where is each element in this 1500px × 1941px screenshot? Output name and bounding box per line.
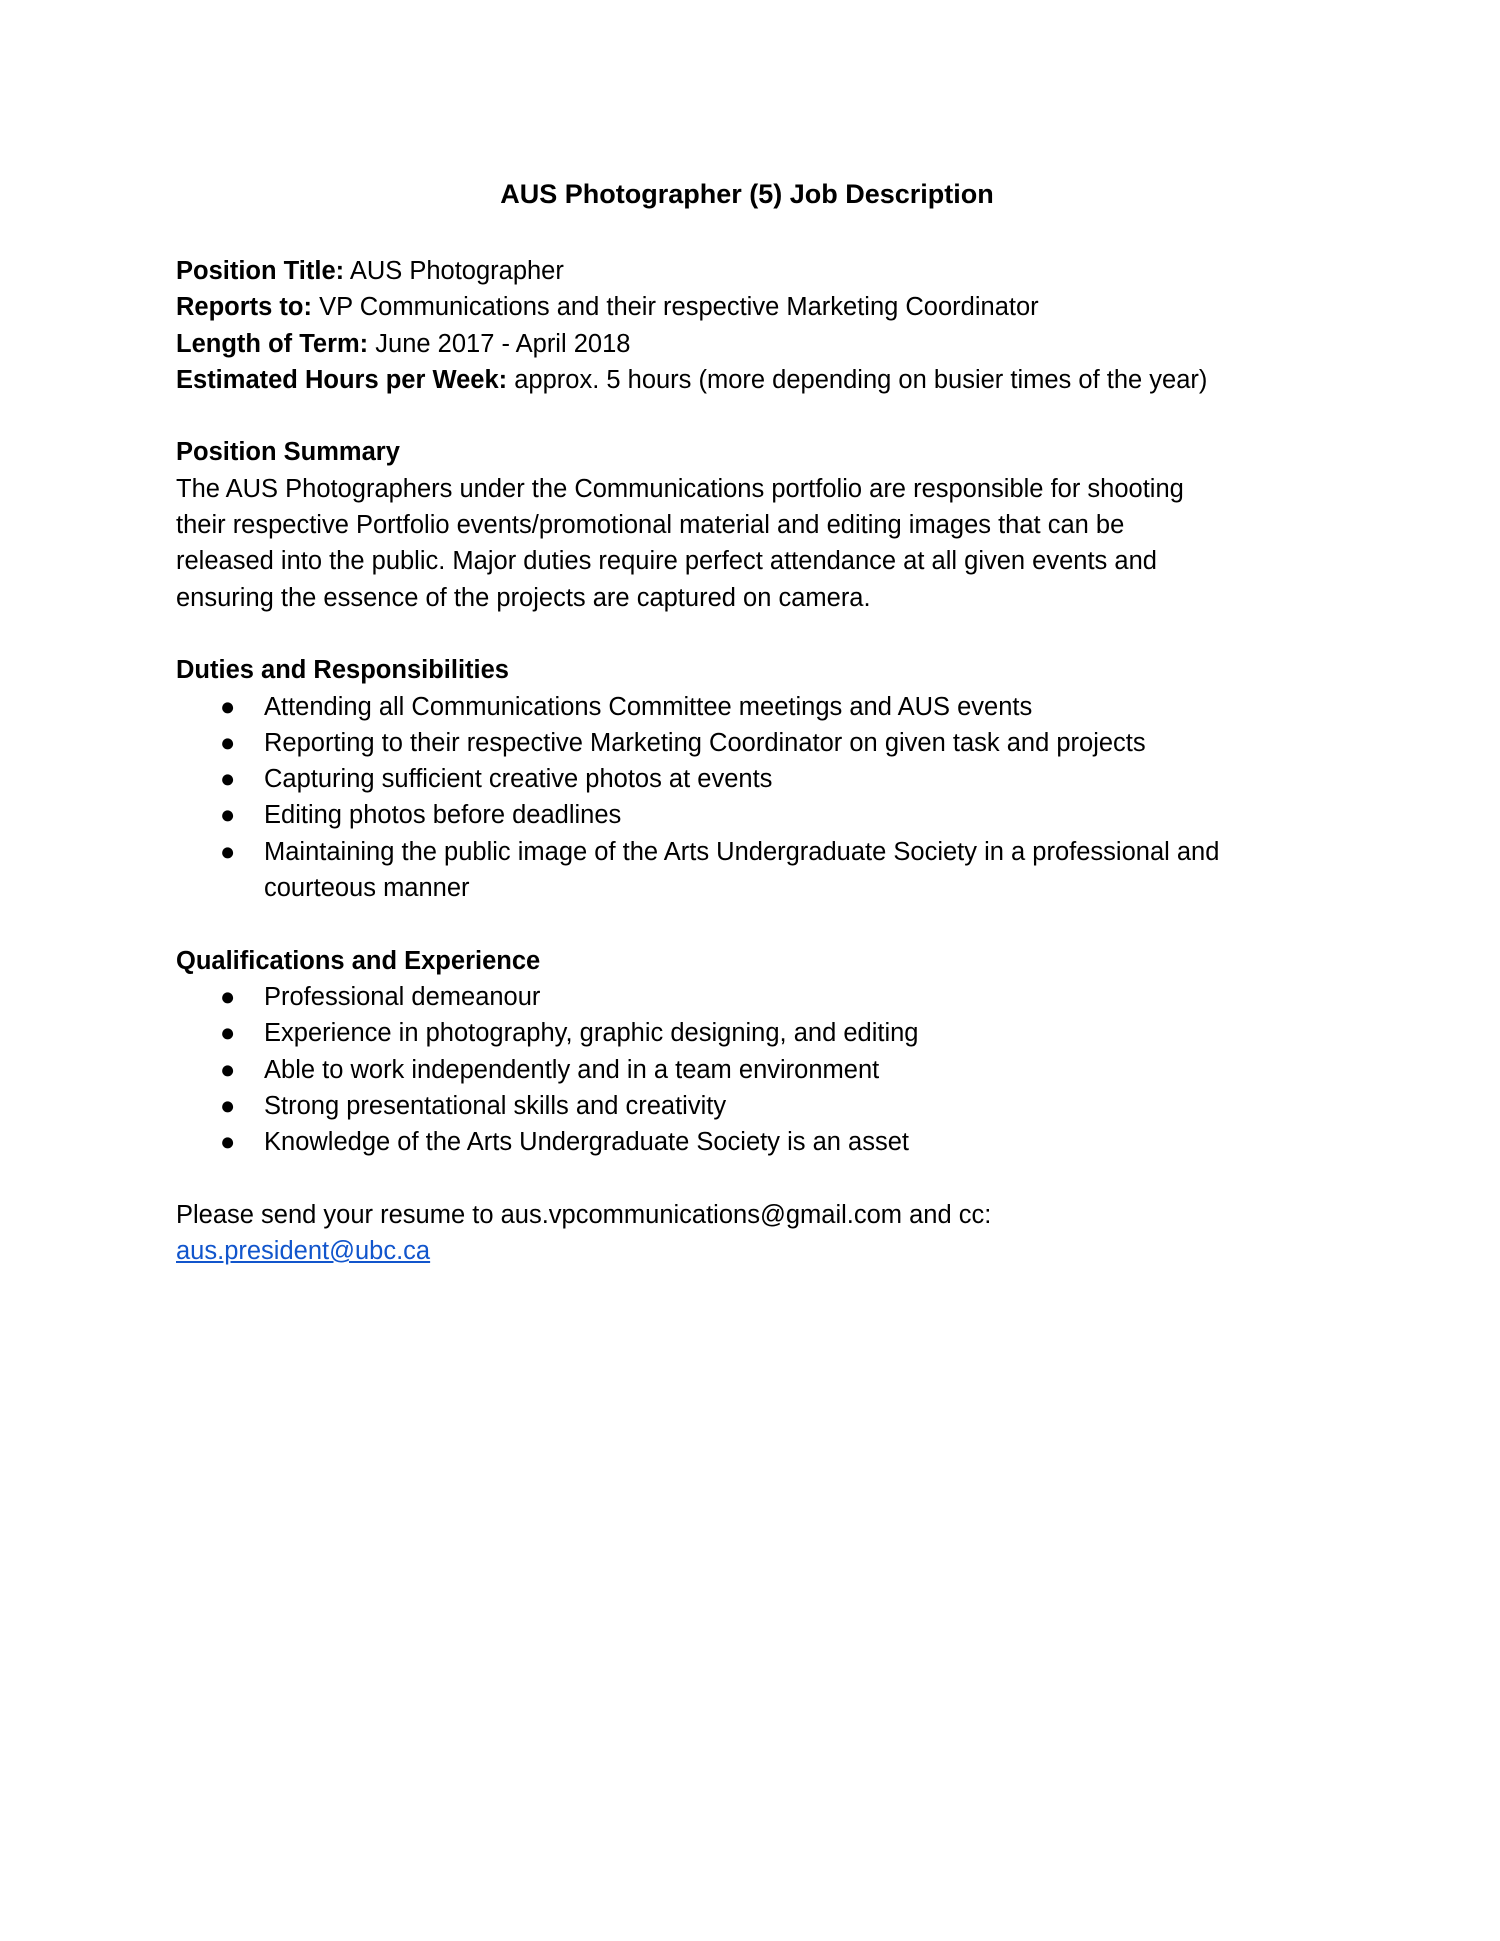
- bullet-icon: ●: [220, 728, 236, 757]
- bullet-icon: ●: [220, 692, 236, 721]
- bullet-icon: ●: [220, 982, 236, 1011]
- field-label: Length of Term:: [176, 329, 369, 358]
- duties-list: [176, 689, 1346, 907]
- summary-line: their respective Portfolio events/promotional material and editing images that can be: [176, 511, 1125, 540]
- list-item: ● Attending all Communications Committee meetings and AUS events: [176, 689, 1346, 725]
- bullet-icon: ●: [220, 1019, 236, 1048]
- document-title: AUS Photographer (5) Job Description: [500, 179, 994, 209]
- field-position-title: [176, 253, 1346, 289]
- president-email-link[interactable]: aus.president@ubc.ca: [176, 1237, 431, 1266]
- list-item: ● Knowledge of the Arts Undergraduate Society is an asset: [176, 1124, 1346, 1160]
- field-label: Estimated Hours per Week:: [176, 365, 508, 394]
- contact-text: Please send your resume to aus.vpcommunications@gmail.com and cc:: [176, 1200, 992, 1229]
- field-value: June 2017 - April 2018: [375, 329, 631, 358]
- bullet-icon: ●: [220, 1055, 236, 1084]
- list-item: ● Capturing sufficient creative photos at events: [176, 761, 1346, 797]
- list-item: ● Editing photos before deadlines: [176, 797, 1346, 833]
- bullet-icon: ●: [220, 1128, 236, 1157]
- list-item: ● Able to work independently and in a team environment: [176, 1052, 1346, 1088]
- summary-line: released into the public. Major duties require perfect attendance at all given events and: [176, 547, 1157, 576]
- qualifications-list: [176, 979, 1346, 1160]
- bullet-icon: ●: [220, 765, 236, 794]
- field-label: Position Title:: [176, 257, 345, 285]
- list-item: ● Reporting to their respective Marketing Coordinator on given task and projects: [176, 725, 1346, 761]
- list-item: ● Experience in photography, graphic designing, and editing: [176, 1015, 1346, 1051]
- bullet-icon: ●: [220, 801, 236, 830]
- field-length-of-term: [176, 326, 1346, 362]
- field-reports-to: [176, 289, 1346, 325]
- qualifications-heading: Qualifications and Experience: [176, 946, 541, 975]
- field-value: VP Communications and their respective Marketing Coordinator: [319, 293, 1039, 322]
- bullet-icon: ●: [220, 837, 236, 866]
- field-value: approx. 5 hours (more depending on busier times of the year): [514, 365, 1208, 394]
- summary-line: The AUS Photographers under the Communications portfolio are responsible for shooting: [176, 474, 1184, 503]
- bullet-icon: ●: [220, 1091, 236, 1120]
- field-value: AUS Photographer: [349, 257, 564, 285]
- duties-heading: Duties and Responsibilities: [176, 656, 509, 685]
- list-item: ● Professional demeanour: [176, 979, 1346, 1015]
- summary-heading: Position Summary: [176, 438, 400, 467]
- field-hours-per-week: [176, 362, 1346, 398]
- document-body: [176, 253, 1346, 1269]
- field-label: Reports to:: [176, 293, 312, 322]
- list-item: ● Maintaining the public image of the Arts Undergraduate Society in a professional and courteous manner: [176, 834, 1264, 907]
- summary-line: ensuring the essence of the projects are captured on camera.: [176, 583, 871, 612]
- list-item: ● Strong presentational skills and creativity: [176, 1088, 1346, 1124]
